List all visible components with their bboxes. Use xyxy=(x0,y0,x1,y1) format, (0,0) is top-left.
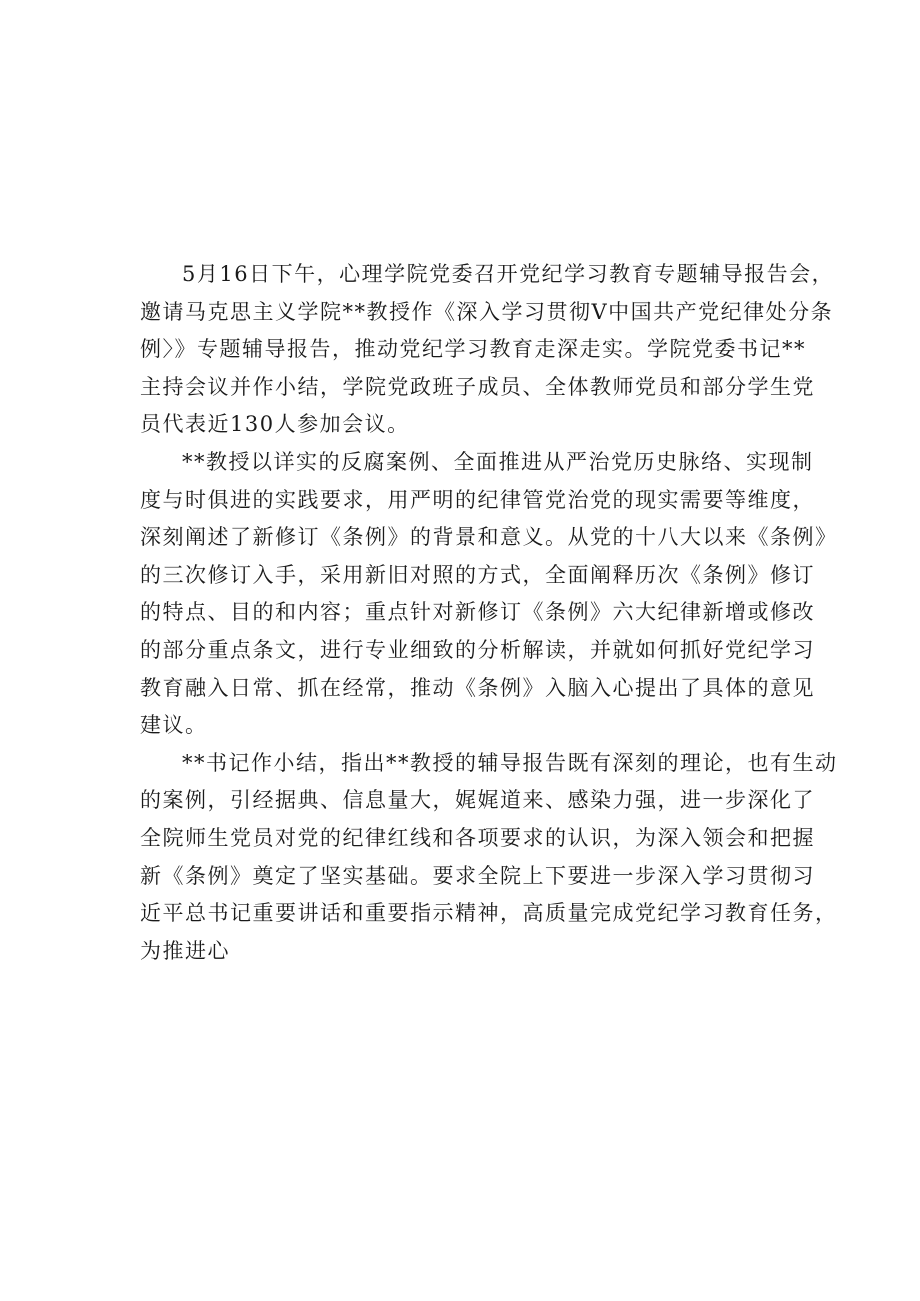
text-line: 的三次修订入手，采用新旧对照的方式，全面阐释历次《条例》修订 xyxy=(140,562,815,587)
text-line: 教育融入日常、抓在经常，推动《条例》入脑入心提出了具体的意见 xyxy=(140,675,815,700)
paragraph-3 xyxy=(140,745,838,971)
text-line: 员代表近130人参加会议。 xyxy=(140,412,410,437)
paragraph-1 xyxy=(140,256,835,444)
paragraph-2 xyxy=(140,444,838,745)
text-line: 的案例，引经据典、信息量大，娓娓道来、感染力强，进一步深化了 xyxy=(140,788,815,813)
document-body xyxy=(140,256,838,970)
text-line: 近平总书记重要讲话和重要指示精神，高质量完成党纪学习教育任务， xyxy=(140,901,838,926)
text-line: 邀请马克思主义学院**教授作《深入学习贯彻V中国共产党纪律处分条 xyxy=(140,299,834,324)
text-line: 建议。 xyxy=(140,713,208,738)
text-line: 的特点、目的和内容；重点针对新修订《条例》六大纪律新增或修改 xyxy=(140,600,815,625)
text-line: 主持会议并作小结，学院党政班子成员、全体教师党员和部分学生党 xyxy=(140,374,815,399)
text-line: 深刻阐述了新修订《条例》的背景和意义。从党的十八大以来《条例》 xyxy=(140,525,838,550)
text-line: 的部分重点条文，进行专业细致的分析解读，并就如何抓好党纪学习 xyxy=(140,637,815,662)
text-line: 例〉》专题辅导报告，推动党纪学习教育走深走实。学院党委书记** xyxy=(140,337,806,362)
text-line: **书记作小结，指出**教授的辅导报告既有深刻的理论，也有生动 xyxy=(182,750,838,775)
text-line: **教授以详实的反腐案例、全面推进从严治党历史脉络、实现制 xyxy=(182,449,814,474)
text-line: 全院师生党员对党的纪律红线和各项要求的认识，为深入领会和把握 xyxy=(140,825,815,850)
text-line: 为推进心 xyxy=(140,938,230,963)
text-line: 5月16日下午，心理学院党委召开党纪学习教育专题辅导报告会， xyxy=(182,262,835,286)
text-line: 度与时俱进的实践要求，用严明的纪律管党治党的现实需要等维度， xyxy=(140,487,815,512)
text-line: 新《条例》奠定了坚实基础。要求全院上下要进一步深入学习贯彻习 xyxy=(140,863,815,888)
